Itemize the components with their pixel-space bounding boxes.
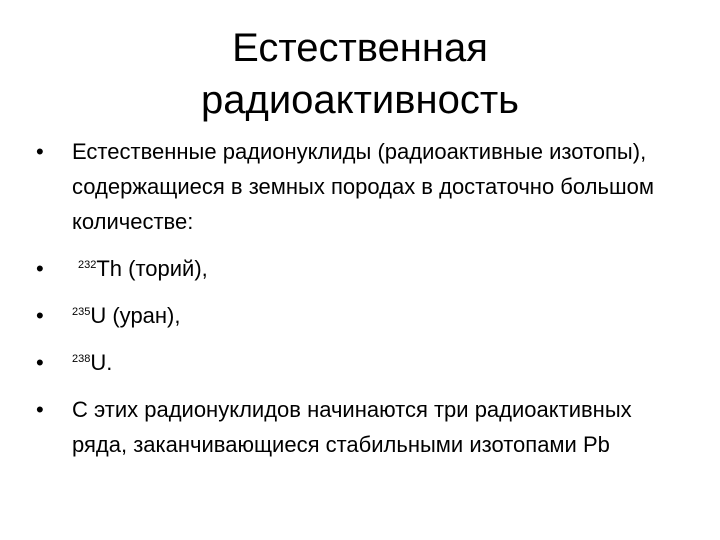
bullet-list bbox=[36, 134, 686, 474]
bullet-text: U (уран), bbox=[90, 303, 181, 328]
bullet-text: U. bbox=[90, 350, 113, 375]
bullet-icon: • bbox=[36, 256, 44, 281]
title-line-1: Естественная bbox=[232, 26, 488, 70]
bullet-item-thorium bbox=[36, 251, 686, 286]
title-line-2: радиоактивность bbox=[200, 78, 520, 122]
bullet-item-uranium-238 bbox=[36, 345, 686, 380]
bullet-icon: • bbox=[36, 303, 44, 328]
bullet-item-intro bbox=[36, 134, 686, 239]
bullet-text: С этих радионуклидов начинаются три радиоактивных ряда, заканчивающиеся стабильными изотопами Pb bbox=[72, 397, 632, 457]
isotope-mass-number: 232 bbox=[78, 259, 97, 271]
bullet-icon: • bbox=[36, 397, 44, 422]
bullet-text: Естественные радионуклиды (радиоактивные изотопы), содержащиеся в земных породах в достаточно большом количестве: bbox=[72, 139, 654, 234]
bullet-item-uranium-235 bbox=[36, 298, 686, 333]
bullet-icon: • bbox=[36, 350, 44, 375]
isotope-mass-number: 235 bbox=[72, 306, 91, 318]
slide-title bbox=[0, 22, 720, 126]
bullet-icon: • bbox=[36, 139, 44, 164]
isotope-mass-number: 238 bbox=[72, 353, 91, 365]
bullet-item-decay-series bbox=[36, 392, 686, 462]
bullet-text: Th (торий), bbox=[96, 256, 208, 281]
